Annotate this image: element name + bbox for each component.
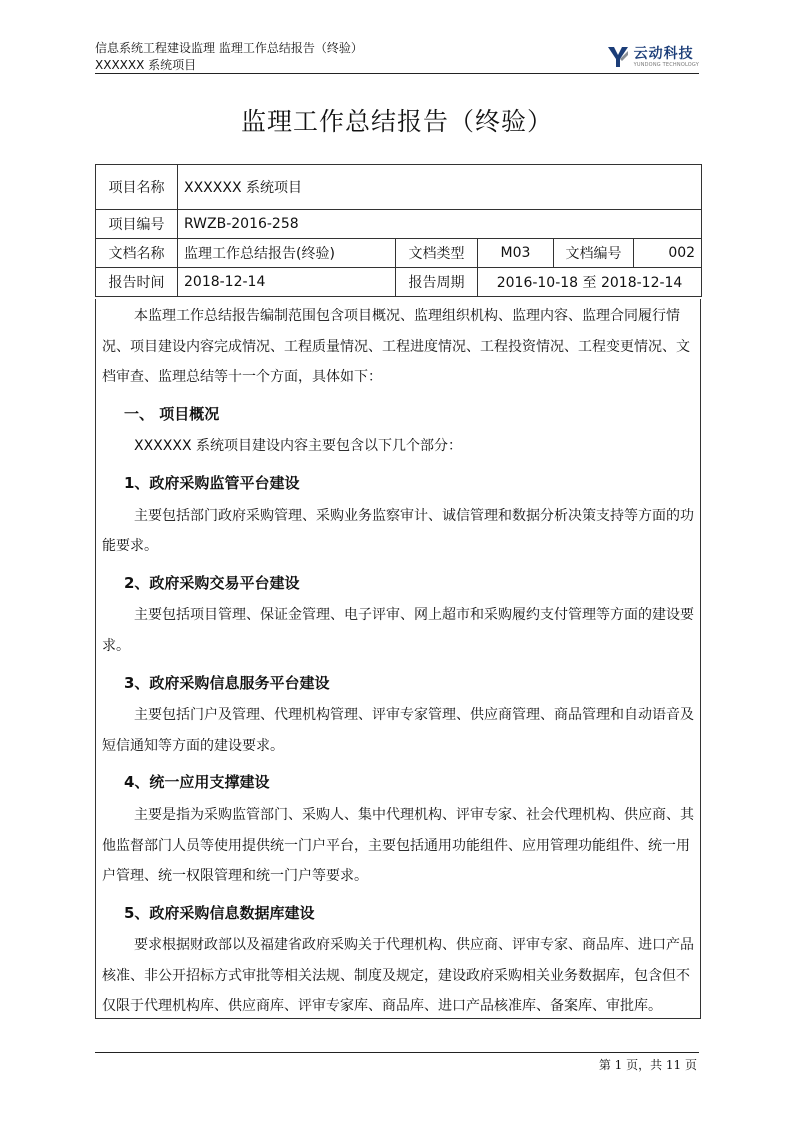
item-heading: 5、政府采购信息数据库建设 xyxy=(124,903,315,922)
doc-name-label: 文档名称 xyxy=(96,239,178,268)
header-doc-title: 信息系统工程建设监理 监理工作总结报告（终验） xyxy=(95,41,363,55)
report-period-value: 2016-10-18 至 2018-12-14 xyxy=(478,268,702,297)
section-paragraph: XXXXXX 系统项目建设内容主要包含以下几个部分： xyxy=(134,438,462,455)
item-paragraph: 主要是指为采购监管部门、采购人、集中代理机构、评审专家、社会代理机构、供应商、其他监督部门人员等使用提供统一门户平台，主要包括通用功能组件、应用管理功能组件、统一用户管理、统一权限管理和统一门户等要求。 xyxy=(102,806,694,885)
table-row xyxy=(96,268,702,297)
item-heading: 4、统一应用支撑建设 xyxy=(124,773,270,792)
item-heading: 2、政府采购交易平台建设 xyxy=(124,573,300,592)
doc-type-value: M03 xyxy=(478,239,554,268)
header-project-name: XXXXXX 系统项目 xyxy=(95,58,197,72)
company-logo xyxy=(606,44,699,70)
item-heading: 3、政府采购信息服务平台建设 xyxy=(124,673,330,692)
doc-no-label: 文档编号 xyxy=(554,239,634,268)
table-row xyxy=(96,165,702,210)
item-paragraph: 主要包括项目管理、保证金管理、电子评审、网上超市和采购履约支付管理等方面的建设要求。 xyxy=(102,607,694,654)
doc-name-value: 监理工作总结报告(终验) xyxy=(178,239,396,268)
footer-rule xyxy=(95,1052,699,1053)
page-number: 第 1 页，共 11 页 xyxy=(598,1058,697,1072)
header-rule xyxy=(95,73,699,74)
report-body xyxy=(95,299,701,1019)
item-paragraph: 主要包括门户及管理、代理机构管理、评审专家管理、供应商管理、商品管理和自动语音及短信通知等方面的建设要求。 xyxy=(102,707,694,754)
item-heading: 1、政府采购监管平台建设 xyxy=(124,473,300,492)
report-time-value: 2018-12-14 xyxy=(178,268,396,297)
logo-y-icon xyxy=(606,45,630,69)
intro-paragraph: 本监理工作总结报告编制范围包含项目概况、监理组织机构、监理内容、监理合同履行情况、项目建设内容完成情况、工程质量情况、工程进度情况、工程投资情况、工程变更情况、文档审查、监理总结等十一个方面，具体如下： xyxy=(102,308,690,386)
doc-no-value: 002 xyxy=(634,239,702,268)
logo-subtext: YUNDONG TECHNOLOGY xyxy=(633,61,699,68)
project-no-value: RWZB-2016-258 xyxy=(178,210,702,239)
project-no-label: 项目编号 xyxy=(96,210,178,239)
section-heading: 一、 项目概况 xyxy=(124,404,220,423)
report-time-label: 报告时间 xyxy=(96,268,178,297)
report-period-label: 报告周期 xyxy=(396,268,478,297)
doc-type-label: 文档类型 xyxy=(396,239,478,268)
page-title: 监理工作总结报告（终验） xyxy=(240,107,553,136)
running-header xyxy=(95,40,363,74)
table-row xyxy=(96,239,702,268)
table-row xyxy=(96,210,702,239)
item-paragraph: 要求根据财政部以及福建省政府采购关于代理机构、供应商、评审专家、商品库、进口产品核准、非公开招标方式审批等相关法规、制度及规定，建设政府采购相关业务数据库，包含但不仅限于代理机构库、供应商库、评审专家库、商品库、进口产品核准库、备案库、审批库。 xyxy=(102,937,694,1015)
project-name-value: XXXXXX 系统项目 xyxy=(178,165,702,210)
item-paragraph: 主要包括部门政府采购管理、采购业务监察审计、诚信管理和数据分析决策支持等方面的功能要求。 xyxy=(102,507,694,555)
project-name-label: 项目名称 xyxy=(96,165,178,210)
document-info-table xyxy=(95,164,702,297)
logo-text: 云动科技 xyxy=(633,45,694,62)
